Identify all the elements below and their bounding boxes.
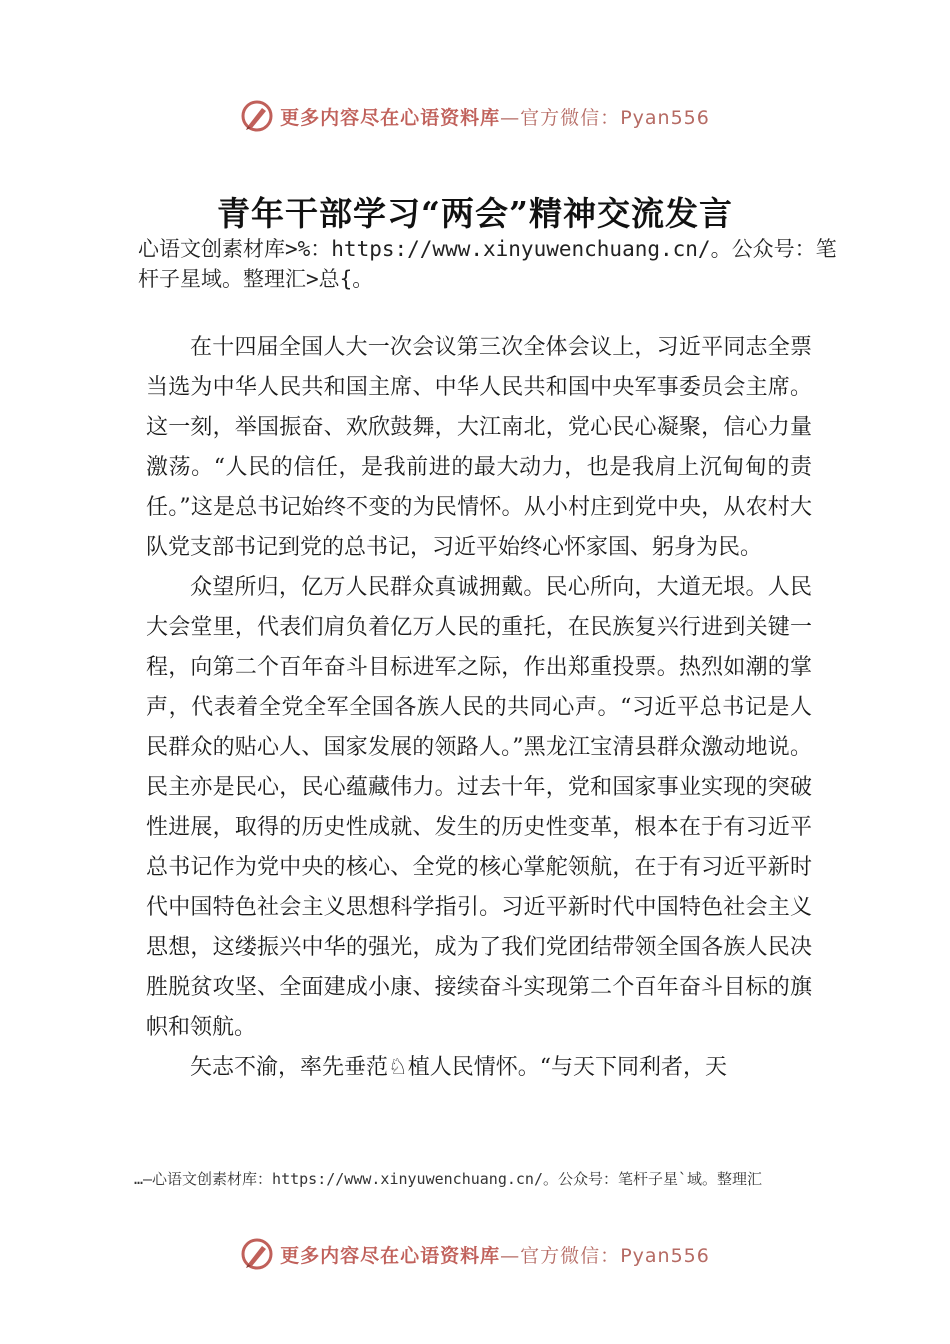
paragraph-1: 在十四届全国人大一次会议第三次全体会议上，习近平同志全票当选为中华人民共和国主席、中华人民共和国中央军事委员会主席。这一刻，举国振奋、欢欣鼓舞，大江南北，党心民心凝聚，信心力量激荡。“人民的信任，是我前进的最大动力，也是我肩上沉甸甸的责任。”这是总书记始终不变的为民情怀。从小村庄到党中央，从农村大队党支部书记到党的总书记，习近平始终心怀家国、躬身为民。 [146,335,812,560]
banner-tail: —官方微信： [500,1244,621,1267]
banner-text [280,103,710,130]
banner-wechat-id: Pyan556 [620,106,710,129]
banner-tail: —官方微信： [500,106,621,129]
source-line: 心语文创素材库>%：https://www.xinyuwenchuang.cn/。公众号：笔杆子星域。整理汇>总{。 [138,237,837,291]
banner-wechat-id: Pyan556 [620,1244,710,1267]
red-pen-circle-logo-icon [240,1237,274,1271]
footer-banner [0,1234,950,1274]
red-pen-circle-logo-icon [240,99,274,133]
banner-text [280,1241,710,1268]
header-banner [0,96,950,136]
document-title: 青年干部学习“两会”精神交流发言 [217,194,733,233]
banner-main: 更多内容尽在心语资料库 [280,1244,501,1267]
paragraph-3: 矢志不渝，率先垂范♘植人民情怀。“与天下同利者，天 [190,1055,727,1080]
footer-note: …—心语文创素材库：https://www.xinyuwenchuang.cn/。公众号：笔杆子星`域。整理汇 [134,1170,763,1188]
paragraph-2: 众望所归，亿万人民群众真诚拥戴。民心所向，大道无垠。人民大会堂里，代表们肩负着亿万人民的重托，在民族复兴行进到关键一程，向第二个百年奋斗目标进军之际，作出郑重投票。热烈如潮的掌声，代表着全党全军全国各族人民的共同心声。“习近平总书记是人民群众的贴心人、国家发展的领路人。”黑龙江宝清县群众激动地说。民主亦是民心，民心蕴藏伟力。过去十年，党和国家事业实现的突破性进展，取得的历史性成就、发生的历史性变革，根本在于有习近平总书记作为党中央的核心、全党的核心掌舵领航，在于有习近平新时代中国特色社会主义思想科学指引。习近平新时代中国特色社会主义思想，这缕振兴中华的强光，成为了我们党团结带领全国各族人民决胜脱贫攻坚、全面建成小康、接续奋斗实现第二个百年奋斗目标的旗帜和领航。 [146,575,812,1040]
document-body [146,328,812,1088]
banner-main: 更多内容尽在心语资料库 [280,106,501,129]
